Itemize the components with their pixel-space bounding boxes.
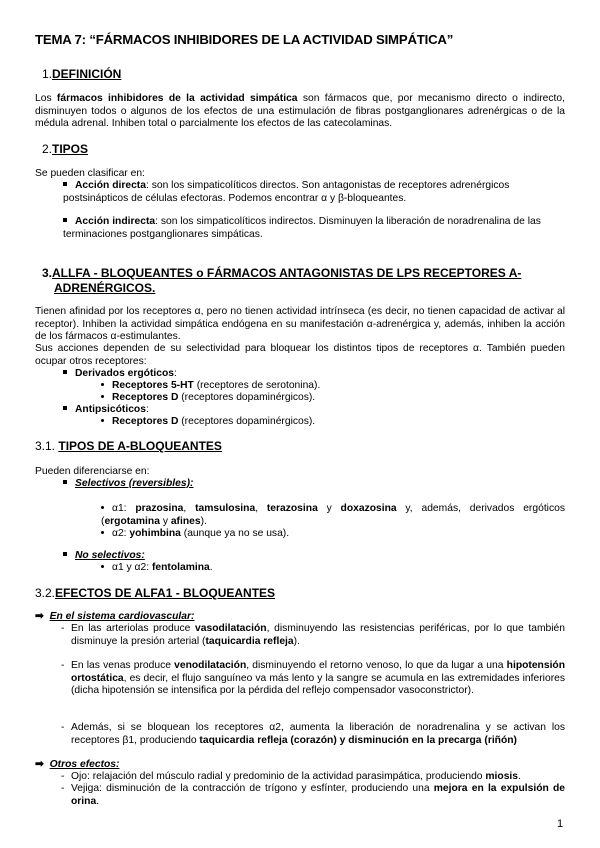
dash-marker: -	[61, 660, 65, 671]
list-item: Derivados ergóticos:	[63, 368, 177, 381]
page-title: TEMA 7: “FÁRMACOS INHIBIDORES DE LA ACTIVIDAD SIMPÁTICA”	[35, 32, 454, 47]
section-1-heading	[42, 68, 121, 81]
round-bullet-icon	[101, 419, 104, 422]
dash-marker: -	[61, 771, 65, 782]
list-item: Antipsicóticos:	[63, 404, 149, 417]
section-3-paragraph-2: Sus acciones dependen de su selectividad para bloquear los distintos tipos de receptores α. También pueden ocupar otros receptores:	[35, 343, 565, 367]
list-item: Receptores D (receptores dopaminérgicos).	[101, 392, 315, 405]
list-item: α1: prazosina, tamsulosina, terazosina y doxazosina y, además, derivados ergóticos (ergotamina y afines).	[101, 503, 565, 527]
section-2-heading: 2.TIPOS	[42, 142, 89, 156]
section-1-number: 1.	[42, 67, 53, 81]
section-1-title: DEFINICIÓN	[52, 67, 122, 81]
square-bullet-icon	[63, 182, 67, 186]
definition-paragraph: Los fármacos inhibidores de la actividad simpática son fármacos que, por mecanismo directo o indirecto, disminuyen todos o algunos de los efectos de una estimulación de fibras postganglionares adrenérgicas o de la médula adrenal. Inhiben total o parcialmente los efectos de las catecolaminas.	[35, 93, 565, 130]
section-3-1-heading: 3.1. TIPOS DE A-BLOQUEANTES	[35, 439, 222, 453]
list-item: α2: yohimbina (aunque ya no se usa).	[101, 528, 289, 541]
list-item: α1 y α2: fentolamina.	[101, 562, 213, 575]
round-bullet-icon	[101, 395, 104, 398]
list-item: ➡ Otros efectos:	[35, 759, 120, 770]
list-item: No selectivos:	[63, 550, 145, 563]
list-item: Receptores 5-HT (receptores de serotonina).	[101, 380, 320, 393]
square-bullet-icon	[63, 218, 67, 222]
round-bullet-icon	[101, 531, 104, 534]
list-item: - Ojo: relajación del músculo radial y predominio de la actividad parasimpática, produciendo miosis.	[61, 771, 521, 782]
list-item: Receptores D (receptores dopaminérgicos).	[101, 416, 315, 429]
list-item: Acción directa: son los simpaticolíticos directos. Son antagonistas de receptores adrenérgicos postsinápticos de células efectoras. Podemos encontrar α y β-bloqueantes.	[63, 180, 510, 204]
round-bullet-icon	[101, 506, 104, 509]
list-item: Acción indirecta: son los simpaticolíticos indirectos. Disminuyen la liberación de noradrenalina de las terminaciones postganglionares simpáticas.	[63, 216, 541, 240]
dash-marker: -	[61, 722, 65, 733]
tipos-a-intro: Pueden diferenciarse en:	[35, 466, 150, 477]
list-item: Selectivos (reversibles):	[63, 478, 193, 491]
square-bullet-icon	[63, 370, 67, 374]
round-bullet-icon	[101, 383, 104, 386]
list-item: - En las arteriolas produce vasodilatación, disminuyendo las resistencias periféricas, por lo que también disminuye la presión arterial (taquicardia refleja).	[61, 623, 565, 647]
dash-marker: -	[61, 623, 65, 634]
list-item: - En las venas produce venodilatación, disminuyendo el retorno venoso, lo que da lugar a una hipotensión ortostática, es decir, el flujo sanguíneo va más lento y la sangre se acumula en las extremidades inferiores (dicha hipotensión se intensifica por la pérdida del reflejo compensador vasoconstrictor).	[61, 660, 566, 697]
section-3-paragraph-1: Tienen afinidad por los receptores α, pero no tienen actividad intrínseca (es decir, no tienen capacidad de activar al receptor). Inhiben la actividad simpática endógena en su manifestación α-adrenérgica y, además, inhiben la acción de los fármacos α-estimulantes.	[35, 306, 565, 343]
arrow-right-icon: ➡	[35, 611, 44, 622]
section-3-heading: 3.ALLFA - BLOQUEANTES o FÁRMACOS ANTAGONISTAS DE LPS RECEPTORES A- ADRENÉRGICOS.	[42, 266, 522, 295]
list-item: - Además, si se bloquean los receptores α2, aumenta la liberación de noradrenalina y se activan los receptores β1, produciendo taquicardia refleja (corazón) y disminución en la precarga (riñón)	[61, 722, 565, 746]
dash-marker: -	[61, 783, 65, 794]
list-item: - Vejiga: disminución de la contracción de trígono y esfínter, produciendo una mejora en la expulsión de orina.	[61, 783, 566, 807]
square-bullet-icon	[63, 480, 67, 484]
round-bullet-icon	[101, 565, 104, 568]
square-bullet-icon	[63, 406, 67, 410]
tipos-intro: Se pueden clasificar en:	[35, 168, 145, 179]
page-number: 1	[557, 818, 564, 830]
arrow-right-icon: ➡	[35, 759, 44, 770]
section-3-2-heading: 3.2.EFECTOS DE ALFA1 - BLOQUEANTES	[35, 586, 276, 600]
square-bullet-icon	[63, 552, 67, 556]
list-item: ➡ En el sistema cardiovascular:	[35, 611, 195, 622]
